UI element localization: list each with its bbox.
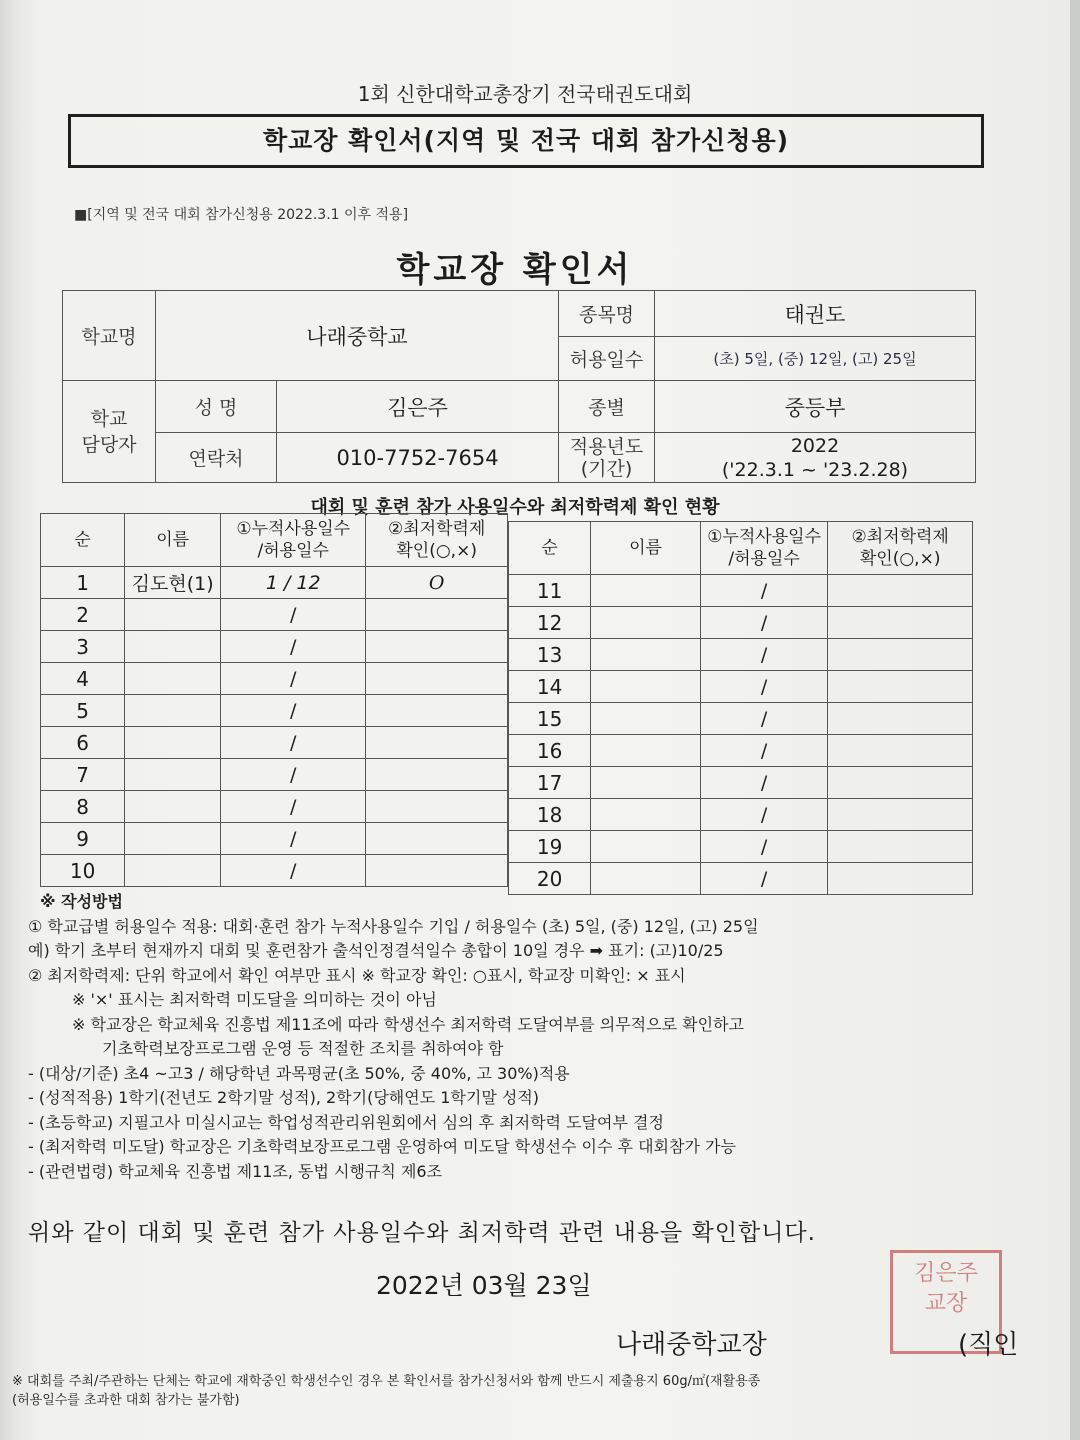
- row-days: /: [221, 695, 366, 727]
- row-number: 11: [509, 575, 591, 607]
- instruction-line: - (성적적용) 1학기(전년도 2학기말 성적), 2학기(당해연도 1학기말 성적): [28, 1088, 540, 1107]
- table-header-row: [41, 514, 508, 567]
- instruction-line: - (초등학교) 지필고사 미실시교는 학업성적관리위원회에서 심의 후 최저학력 도달여부 결정: [28, 1112, 664, 1132]
- row-days: /: [700, 671, 827, 703]
- row-days: /: [700, 799, 827, 831]
- row-name: [591, 575, 701, 607]
- table-row: [41, 567, 508, 599]
- row-number: 3: [41, 631, 125, 663]
- row-days: /: [221, 727, 366, 759]
- table-row: [509, 799, 973, 831]
- header-check: ②최저학력제 확인(○,×): [366, 514, 508, 567]
- row-number: 2: [41, 599, 125, 631]
- row-number: 17: [509, 767, 591, 799]
- row-name: [591, 767, 701, 799]
- row-check: [366, 727, 508, 759]
- row-days: /: [221, 663, 366, 695]
- header-days: ①누적사용일수 /허용일수: [221, 514, 366, 567]
- division-value: 중등부: [655, 381, 976, 433]
- header-name: 이름: [125, 514, 221, 567]
- row-name: [125, 695, 221, 727]
- instruction-line: ① 학교급별 허용일수 적용: 대회·훈련 참가 누적사용일수 기입 / 허용일수 (초) 5일, (중) 12일, (고) 25일: [28, 916, 759, 936]
- sport-value: 태권도: [655, 291, 976, 337]
- row-days: /: [700, 639, 827, 671]
- row-number: 10: [41, 855, 125, 887]
- row-check: [828, 639, 973, 671]
- row-days: 1 / 12: [221, 567, 366, 599]
- row-name: [591, 831, 701, 863]
- instruction-line: ※ '×' 표시는 최저학력 미도달을 의미하는 것이 아님: [72, 990, 437, 1009]
- table-row: [509, 735, 973, 767]
- row-name: [591, 639, 701, 671]
- table-header-row: [509, 522, 973, 575]
- manager-label: 학교 담당자: [63, 381, 156, 483]
- applicability-note: ■[지역 및 전국 대회 참가신청용 2022.3.1 이후 적용]: [74, 207, 409, 223]
- participation-table-right: [508, 521, 973, 895]
- row-days: /: [221, 791, 366, 823]
- row-check: [366, 695, 508, 727]
- row-days: /: [221, 823, 366, 855]
- row-number: 20: [509, 863, 591, 895]
- row-name: [591, 607, 701, 639]
- row-check: [828, 799, 973, 831]
- school-label: 학교명: [63, 291, 156, 381]
- row-days: /: [700, 575, 827, 607]
- instruction-line: - (최저학력 미도달) 학교장은 기초학력보장프로그램 운영하여 미도달 학생선수 이수 후 대회참가 가능: [28, 1137, 736, 1156]
- row-name: [125, 791, 221, 823]
- row-name: [125, 855, 221, 887]
- banner-title: 학교장 확인서(지역 및 전국 대회 참가신청용): [68, 114, 984, 168]
- table-row: [41, 631, 508, 663]
- row-days: /: [221, 631, 366, 663]
- contact-value: 010-7752-7654: [277, 433, 559, 483]
- row-days: /: [700, 607, 827, 639]
- header-no: 순: [41, 514, 125, 567]
- row-number: 15: [509, 703, 591, 735]
- table-row: [509, 639, 973, 671]
- row-check: [828, 575, 973, 607]
- participation-table-left: [40, 513, 508, 887]
- row-check: [828, 767, 973, 799]
- section-title: 대회 및 훈련 참가 사용일수와 최저학력제 확인 현황: [310, 497, 720, 518]
- row-number: 1: [41, 567, 125, 599]
- name-value: 김은주: [277, 381, 559, 433]
- page-edge: [1070, 0, 1080, 1440]
- official-seal: 김은주 교장: [890, 1250, 1002, 1354]
- confirmation-statement: 위와 같이 대회 및 훈련 참가 사용일수와 최저학력 관련 내용을 확인합니다.: [28, 1220, 816, 1246]
- header-no: 순: [509, 522, 591, 575]
- row-number: 6: [41, 727, 125, 759]
- footer-note: ※ 대회를 주최/주관하는 단체는 학교에 재학중인 학생선수인 경우 본 확인서를 참가신청서와 함께 반드시 제출용지 60g/㎡(재활용종: [12, 1374, 761, 1389]
- period-value: ('22.3.1 ~ '23.2.28): [721, 458, 909, 481]
- instructions-heading: ※ 작성방법: [40, 892, 123, 911]
- row-name: [125, 759, 221, 791]
- row-number: 13: [509, 639, 591, 671]
- row-name: [591, 735, 701, 767]
- row-number: 7: [41, 759, 125, 791]
- name-label: 성 명: [156, 381, 277, 433]
- allowed-days-label: 허용일수: [559, 337, 655, 381]
- table-row: [509, 767, 973, 799]
- table-row: [509, 607, 973, 639]
- row-check: [366, 631, 508, 663]
- row-number: 5: [41, 695, 125, 727]
- table-row: [509, 575, 973, 607]
- table-row: [41, 791, 508, 823]
- row-name: [591, 703, 701, 735]
- contact-label: 연락처: [156, 433, 277, 483]
- sport-label: 종목명: [559, 291, 655, 337]
- table-row: [41, 855, 508, 887]
- row-days: /: [221, 599, 366, 631]
- row-number: 9: [41, 823, 125, 855]
- row-days: /: [700, 703, 827, 735]
- issue-date: 2022년 03월 23일: [376, 1271, 592, 1300]
- row-number: 14: [509, 671, 591, 703]
- instruction-line: - (대상/기준) 초4 ~고3 / 해당학년 과목평균(초 50%, 중 40%, 고 30%)적용: [28, 1063, 570, 1083]
- table-row: [41, 599, 508, 631]
- row-check: [366, 855, 508, 887]
- row-check: [828, 831, 973, 863]
- row-days: /: [700, 863, 827, 895]
- table-row: [41, 663, 508, 695]
- year-label: 적용년도 (기간): [559, 433, 655, 483]
- row-days: /: [221, 759, 366, 791]
- row-check: [828, 735, 973, 767]
- header-check: ②최저학력제 확인(○,×): [828, 522, 973, 575]
- row-check: [828, 703, 973, 735]
- document-title: 학교장 확인서: [396, 250, 634, 290]
- row-name: [125, 599, 221, 631]
- event-title: 1회 신한대학교총장기 전국태권도대회: [357, 82, 693, 106]
- row-name: [125, 727, 221, 759]
- row-check: [366, 759, 508, 791]
- row-number: 12: [509, 607, 591, 639]
- table-row: [41, 695, 508, 727]
- row-days: /: [700, 735, 827, 767]
- year-value: 2022: [790, 434, 840, 457]
- row-number: 16: [509, 735, 591, 767]
- table-row: [509, 671, 973, 703]
- instruction-line: - (관련법령) 학교체육 진흥법 제11조, 동법 시행규칙 제6조: [28, 1161, 443, 1181]
- seal-mark: (직인: [958, 1330, 1019, 1360]
- row-check: [366, 791, 508, 823]
- row-name: [125, 631, 221, 663]
- instruction-line: ※ 학교장은 학교체육 진흥법 제11조에 따라 학생선수 최저학력 도달여부를 의무적으로 확인하고: [72, 1014, 744, 1034]
- row-check: [366, 599, 508, 631]
- division-label: 종별: [559, 381, 655, 433]
- allowed-days-value: (초) 5일, (중) 12일, (고) 25일: [655, 337, 976, 381]
- school-value: 나래중학교: [156, 291, 559, 381]
- header-name: 이름: [591, 522, 701, 575]
- info-table: [62, 290, 976, 483]
- principal-signature: 나래중학교장: [616, 1330, 767, 1360]
- row-name: 김도현(1): [125, 567, 221, 599]
- row-name: [591, 799, 701, 831]
- header-days: ①누적사용일수 /허용일수: [700, 522, 827, 575]
- table-row: [509, 703, 973, 735]
- table-row: [41, 823, 508, 855]
- instructions: [28, 890, 978, 1184]
- row-days: /: [700, 831, 827, 863]
- table-row: [509, 831, 973, 863]
- row-check: [366, 663, 508, 695]
- row-name: [125, 663, 221, 695]
- footer-note-2: (허용일수를 초과한 대회 참가는 불가함): [12, 1393, 240, 1408]
- row-name: [591, 671, 701, 703]
- table-row: [41, 727, 508, 759]
- instruction-line: 기초학력보장프로그램 운영 등 적절한 조치를 취하여야 함: [102, 1039, 504, 1058]
- row-number: 19: [509, 831, 591, 863]
- row-check: [366, 823, 508, 855]
- instruction-line: 예) 학기 초부터 현재까지 대회 및 훈련참가 출석인정결석일수 총합이 10일 경우 ➡ 표기: (고)10/25: [28, 941, 724, 960]
- row-days: /: [700, 767, 827, 799]
- row-number: 8: [41, 791, 125, 823]
- row-check: [828, 607, 973, 639]
- row-number: 4: [41, 663, 125, 695]
- instruction-line: ② 최저학력제: 단위 학교에서 확인 여부만 표시 ※ 학교장 확인: ○표시, 학교장 미확인: × 표시: [28, 965, 686, 985]
- table-row: [41, 759, 508, 791]
- row-check: [828, 671, 973, 703]
- row-check: O: [366, 567, 508, 599]
- row-days: /: [221, 855, 366, 887]
- row-name: [125, 823, 221, 855]
- year-cell: [655, 433, 976, 483]
- row-number: 18: [509, 799, 591, 831]
